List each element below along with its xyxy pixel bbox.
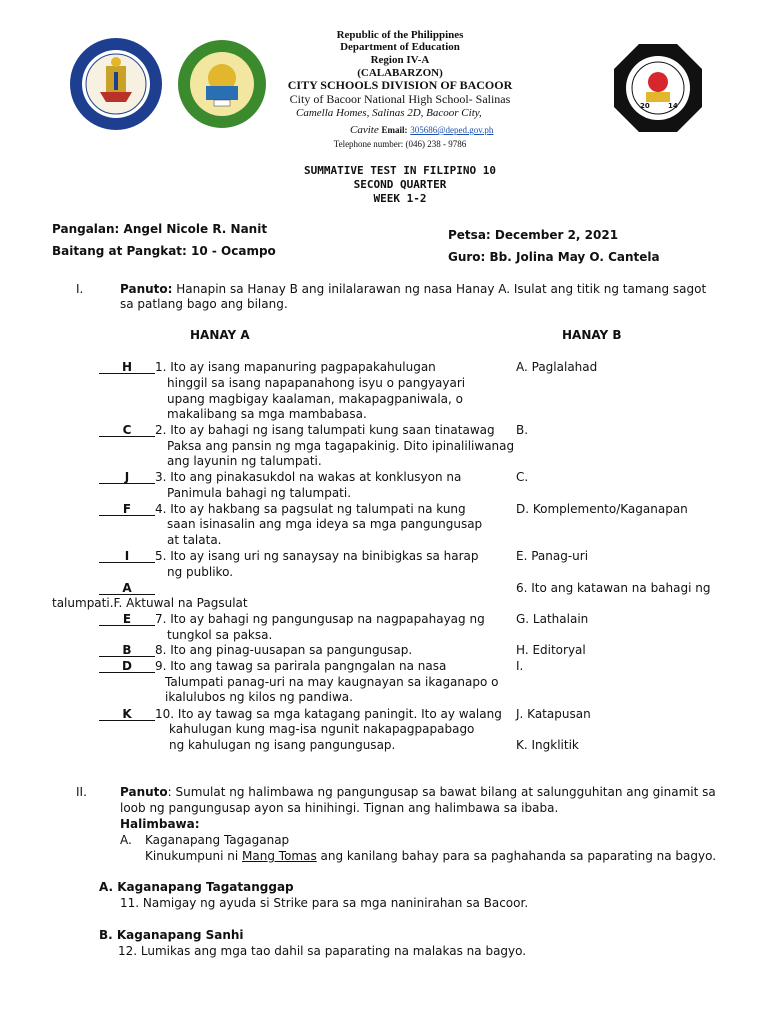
header-school: City of Bacoor National High School- Salinas (289, 92, 511, 106)
section1-instructions (120, 282, 706, 297)
item-text: 8. Ito ang pinag-uusapan sa pangungusap. (155, 643, 413, 657)
answer-blank[interactable]: H (99, 361, 155, 374)
teacher-name: Guro: Bb. Jolina May O. Cantela (448, 250, 660, 264)
matching-item (99, 423, 495, 438)
choice-item: H. Editoryal (516, 643, 586, 657)
item-text: ang layunin ng talumpati. (167, 454, 322, 468)
matching-item (99, 707, 502, 722)
item-text: 9. Ito ang tawag sa parirala pangngalan na nasa (155, 659, 447, 673)
matching-item (99, 502, 466, 517)
choice-item: E. Panag-uri (516, 549, 589, 563)
item-text: talumpati.F. Aktuwal na Pagsulat (52, 596, 248, 610)
choice-item: K. Ingklitik (516, 738, 579, 752)
item-text: 7. Ito ay bahagi ng pangungusap na nagpapahayag ng (155, 612, 485, 626)
svg-text:20: 20 (640, 102, 650, 110)
item-text: 4. Ito ay hakbang sa pagsulat ng talumpati na kung (155, 502, 466, 516)
matching-item (99, 549, 479, 564)
header-cavite: Cavite (350, 124, 379, 136)
header-email-line (350, 124, 493, 136)
student-name: Pangalan: Angel Nicole R. Nanit (52, 222, 268, 236)
example-pre: Kinukumpuni ni (145, 849, 243, 863)
item-12: 12. Lumikas ang mga tao dahil sa paparating na malakas na bagyo. (118, 944, 527, 958)
cbnhs-salinas-logo (612, 42, 704, 134)
item-text: 3. Ito ang pinakasukdol na wakas at konklusyon na (155, 470, 462, 484)
example-label: Halimbawa: (120, 817, 200, 831)
example-post: ang kanilang bahay para sa paghahanda sa paparating na bagyo. (316, 849, 717, 863)
section2-label: Panuto (120, 785, 168, 799)
item-text: Paksa ang pansin ng mga tagapakinig. Dito ipinaliliwanag (167, 439, 515, 453)
item-text: ikalulubos ng kilos ng pandiwa. (165, 690, 353, 704)
subsection-b-title: B. Kaganapang Sanhi (99, 928, 244, 942)
item-text: kahulugan kung mag-isa ngunit nakapagpapabago (169, 722, 475, 736)
header-calabarzon: (CALABARZON) (357, 67, 443, 79)
example-letter: A. (120, 833, 132, 847)
student-grade: Baitang at Pangkat: 10 - Ocampo (52, 244, 276, 258)
choice-item: G. Lathalain (516, 612, 589, 626)
header-division: CITY SCHOOLS DIVISION OF BACOOR (287, 78, 513, 92)
section1-label: Panuto: (120, 282, 173, 296)
matching-item (99, 360, 436, 375)
matching-item (99, 612, 485, 627)
column-a-header: HANAY A (190, 328, 250, 342)
title-quarter: SECOND QUARTER (353, 178, 447, 191)
header-address: Camella Homes, Salinas 2D, Bacoor City, (296, 107, 482, 119)
answer-blank[interactable]: C (99, 424, 155, 437)
header-republic: Republic of the Philippines (336, 29, 464, 41)
header-phone: Telephone number: (046) 238 - 9786 (333, 139, 467, 149)
section1-numeral: I. (76, 282, 84, 296)
item-text: Panimula bahagi ng talumpati. (167, 486, 352, 500)
section2-instructions (120, 785, 716, 800)
item-text: 5. Ito ay isang uri ng sanaysay na binibigkas sa harap (155, 549, 479, 563)
header-region: Region IV-A (370, 54, 430, 66)
title-week: WEEK 1-2 (373, 192, 427, 205)
choice-item: 6. Ito ang katawan na bahagi ng (516, 581, 711, 595)
choice-item: C. (516, 470, 529, 484)
item-text: hinggil sa isang napapanahong isyu o pangyayari (167, 376, 466, 390)
matching-item (99, 581, 155, 596)
item-text: Talumpati panag-uri na may kaugnayan sa ikaganapo o (165, 675, 499, 689)
answer-blank[interactable]: J (99, 471, 155, 484)
item-text: at talata. (167, 533, 222, 547)
matching-item (99, 659, 446, 674)
test-date: Petsa: December 2, 2021 (448, 228, 619, 242)
email-label: Email: (381, 125, 408, 135)
answer-blank[interactable]: A (99, 582, 155, 595)
deped-seal-logo (68, 36, 164, 132)
answer-blank[interactable]: I (99, 550, 155, 563)
answer-blank[interactable]: B (99, 644, 155, 657)
item-text: 2. Ito ay bahagi ng isang talumpati kung saan tinatawag (155, 423, 495, 437)
item-text: 10. Ito ay tawag sa mga katagang paningit. Ito ay walang (155, 707, 502, 721)
choice-item: D. Komplemento/Kaganapan (516, 502, 688, 516)
column-b-header: HANAY B (562, 328, 622, 342)
example-title: Kaganapang Tagaganap (145, 833, 290, 847)
item-11: 11. Namigay ng ayuda si Strike para sa mga naninirahan sa Bacoor. (120, 896, 529, 910)
title-test: SUMMATIVE TEST IN FILIPINO 10 (303, 164, 497, 177)
choice-item: I. (516, 659, 524, 673)
item-text: tungkol sa paksa. (167, 628, 273, 642)
matching-item (99, 470, 461, 485)
item-text: upang magbigay kaalaman, makapagpaniwala, o (167, 392, 463, 406)
section2-text2: loob ng pangungusap ayon sa hinihingi. Tignan ang halimbawa sa ibaba. (120, 801, 559, 815)
section2-text1: : Sumulat ng halimbawa ng pangungusap sa bawat bilang at salungguhitan ang ginamit sa (167, 785, 716, 799)
header-deped: Department of Education (340, 41, 460, 53)
answer-blank[interactable]: D (99, 660, 155, 673)
email-link[interactable]: 305686@deped.gov.ph (410, 125, 494, 135)
choice-item: J. Katapusan (516, 707, 591, 721)
item-text: ng publiko. (167, 565, 234, 579)
answer-blank[interactable]: K (99, 708, 155, 721)
item-text: 1. Ito ay isang mapanuring pagpapakahulugan (155, 360, 436, 374)
section1-text2: sa patlang bago ang bilang. (120, 297, 288, 311)
section1-text1: Hanapin sa Hanay B ang inilalarawan ng nasa Hanay A. Isulat ang titik ng tamang sagot (172, 282, 707, 296)
item-text: makalibang sa mga mambabasa. (167, 407, 367, 421)
answer-blank[interactable]: E (99, 613, 155, 626)
svg-text:14: 14 (668, 102, 678, 110)
subsection-a-title: A. Kaganapang Tagatanggap (99, 880, 294, 894)
matching-item (99, 643, 412, 658)
choice-item: A. Paglalahad (516, 360, 598, 374)
section2-numeral: II. (76, 785, 87, 799)
choice-item: B. (516, 423, 529, 437)
item-text: saan isinasalin ang mga ideya sa mga pangungusap (167, 517, 483, 531)
answer-blank[interactable]: F (99, 503, 155, 516)
example-sentence (145, 849, 716, 864)
item-text: ng kahulugan ng isang pangungusap. (169, 738, 396, 752)
example-underlined: Mang Tomas (242, 849, 317, 863)
